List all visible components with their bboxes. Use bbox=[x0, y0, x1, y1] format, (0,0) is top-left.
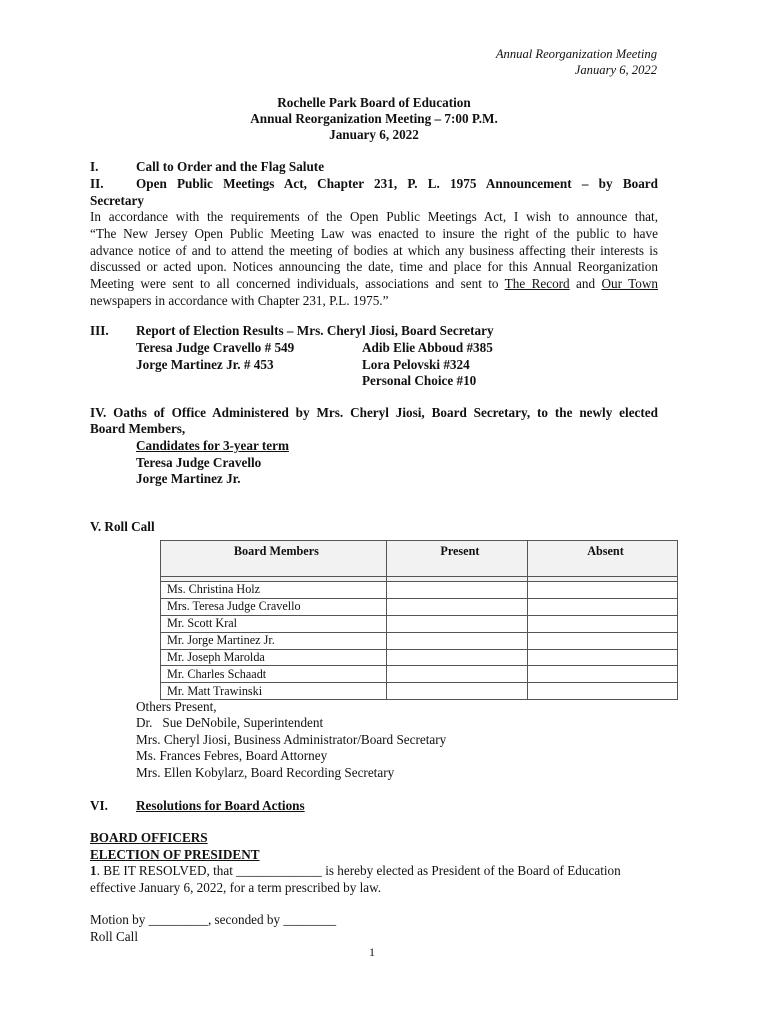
table-row bbox=[161, 615, 678, 632]
column-header-board-members: Board Members bbox=[161, 541, 387, 577]
others-present-line: Ms. Frances Febres, Board Attorney bbox=[136, 748, 328, 763]
absent-cell[interactable] bbox=[528, 649, 678, 666]
announcement-line-3: advance notice of and to attend the meeting of bodies at which any business affecting their interests is bbox=[90, 242, 658, 258]
column-header-present: Present bbox=[386, 541, 527, 577]
table-row bbox=[161, 683, 678, 700]
member-name: Mr. Matt Trawinski bbox=[161, 683, 387, 700]
resolution-1 bbox=[90, 863, 658, 879]
election-result: Lora Pelovski #324 bbox=[362, 357, 470, 372]
present-cell[interactable] bbox=[386, 683, 527, 700]
section-4-heading: IV. Oaths of Office Administered by Mrs. Cheryl Jiosi, Board Secretary, to the newly elected bbox=[90, 405, 658, 420]
board-officers-heading: BOARD OFFICERS bbox=[90, 830, 208, 845]
section-3-heading: Report of Election Results – Mrs. Cheryl Jiosi, Board Secretary bbox=[136, 323, 494, 338]
table-row bbox=[161, 649, 678, 666]
title-line-1: Rochelle Park Board of Education bbox=[277, 95, 471, 110]
announcement-line-2: “The New Jersey Open Public Meeting Law was enacted to insure the right of the public to have bbox=[90, 225, 658, 241]
table-row bbox=[161, 582, 678, 599]
resolution-lead: . BE IT RESOLVED, that bbox=[96, 863, 233, 878]
member-name: Mr. Jorge Martinez Jr. bbox=[161, 632, 387, 649]
table-row bbox=[161, 598, 678, 615]
announcement-line-4: discussed or acted upon. Notices announcing the date, time and place for this Annual Reorganization bbox=[90, 259, 658, 275]
member-name: Mr. Joseph Marolda bbox=[161, 649, 387, 666]
section-3-number: III. bbox=[90, 323, 109, 338]
candidates-heading: Candidates for 3-year term bbox=[136, 438, 289, 453]
section-6-heading: Resolutions for Board Actions bbox=[136, 798, 305, 813]
motion-line: Motion by _________, seconded by ________ bbox=[90, 912, 337, 927]
section-2-heading-cont: Secretary bbox=[90, 193, 144, 208]
others-present-line: Others Present, bbox=[136, 699, 217, 714]
absent-cell[interactable] bbox=[528, 598, 678, 615]
resolution-1-line-2: effective January 6, 2022, for a term prescribed by law. bbox=[90, 880, 382, 895]
newspaper-the-record: The Record bbox=[504, 276, 570, 292]
member-name: Mr. Scott Kral bbox=[161, 615, 387, 632]
newspaper-our-town: Our Town bbox=[601, 276, 658, 292]
present-cell[interactable] bbox=[386, 649, 527, 666]
running-header-title: Annual Reorganization Meeting bbox=[495, 47, 657, 61]
announcement-line-5 bbox=[90, 276, 658, 293]
member-name: Ms. Christina Holz bbox=[161, 582, 387, 599]
others-present-line: Dr. Sue DeNobile, Superintendent bbox=[136, 715, 324, 730]
page-number: 1 bbox=[369, 945, 375, 959]
absent-cell[interactable] bbox=[528, 582, 678, 599]
opma-announcement bbox=[90, 209, 658, 310]
resolution-number: 1 bbox=[90, 863, 97, 878]
section-2-heading: Open Public Meetings Act, Chapter 231, P. L. 1975 Announcement – by Board bbox=[136, 176, 658, 191]
table-row bbox=[161, 632, 678, 649]
election-result: Adib Elie Abboud #385 bbox=[362, 340, 493, 355]
member-name: Mr. Charles Schaadt bbox=[161, 666, 387, 683]
election-result: Jorge Martinez Jr. # 453 bbox=[136, 357, 274, 372]
election-result: Personal Choice #10 bbox=[362, 373, 477, 388]
roll-call-label: Roll Call bbox=[90, 929, 138, 944]
running-header-date: January 6, 2022 bbox=[574, 63, 657, 77]
announcement-and: and bbox=[569, 276, 602, 292]
table-row bbox=[161, 666, 678, 683]
present-cell[interactable] bbox=[386, 632, 527, 649]
election-of-president-heading: ELECTION OF PRESIDENT bbox=[90, 847, 260, 862]
section-6-number: VI. bbox=[90, 798, 108, 813]
absent-cell[interactable] bbox=[528, 632, 678, 649]
section-1-number: I. bbox=[90, 159, 99, 174]
candidate-name: Teresa Judge Cravello bbox=[136, 455, 262, 470]
roll-call-table bbox=[160, 540, 678, 700]
present-cell[interactable] bbox=[386, 666, 527, 683]
section-5-heading: V. Roll Call bbox=[90, 519, 155, 534]
announcement-line-6: newspapers in accordance with Chapter 231, P.L. 1975.” bbox=[90, 292, 389, 308]
absent-cell[interactable] bbox=[528, 615, 678, 632]
announcement-line-1: In accordance with the requirements of the Open Public Meetings Act, I wish to announce that, bbox=[90, 209, 658, 224]
section-1-heading: Call to Order and the Flag Salute bbox=[136, 159, 325, 174]
member-name: Mrs. Teresa Judge Cravello bbox=[161, 598, 387, 615]
announcement-line-5-text: Meeting were sent to all concerned individuals, associations and sent to bbox=[90, 276, 505, 292]
section-2-number: II. bbox=[90, 176, 104, 191]
present-cell[interactable] bbox=[386, 598, 527, 615]
section-4-heading-cont: Board Members, bbox=[90, 421, 186, 436]
column-header-absent: Absent bbox=[528, 541, 678, 577]
table-header-row bbox=[161, 541, 678, 577]
others-present-line: Mrs. Ellen Kobylarz, Board Recording Secretary bbox=[136, 765, 395, 780]
candidate-name: Jorge Martinez Jr. bbox=[136, 471, 241, 486]
resolution-text: _____________ is hereby elected as President of the Board of Education bbox=[232, 863, 621, 878]
absent-cell[interactable] bbox=[528, 683, 678, 700]
election-result: Teresa Judge Cravello # 549 bbox=[136, 340, 295, 355]
title-line-2: Annual Reorganization Meeting – 7:00 P.M. bbox=[250, 111, 498, 126]
present-cell[interactable] bbox=[386, 582, 527, 599]
title-line-3: January 6, 2022 bbox=[329, 127, 419, 142]
absent-cell[interactable] bbox=[528, 666, 678, 683]
present-cell[interactable] bbox=[386, 615, 527, 632]
others-present-line: Mrs. Cheryl Jiosi, Business Administrator/Board Secretary bbox=[136, 732, 447, 747]
